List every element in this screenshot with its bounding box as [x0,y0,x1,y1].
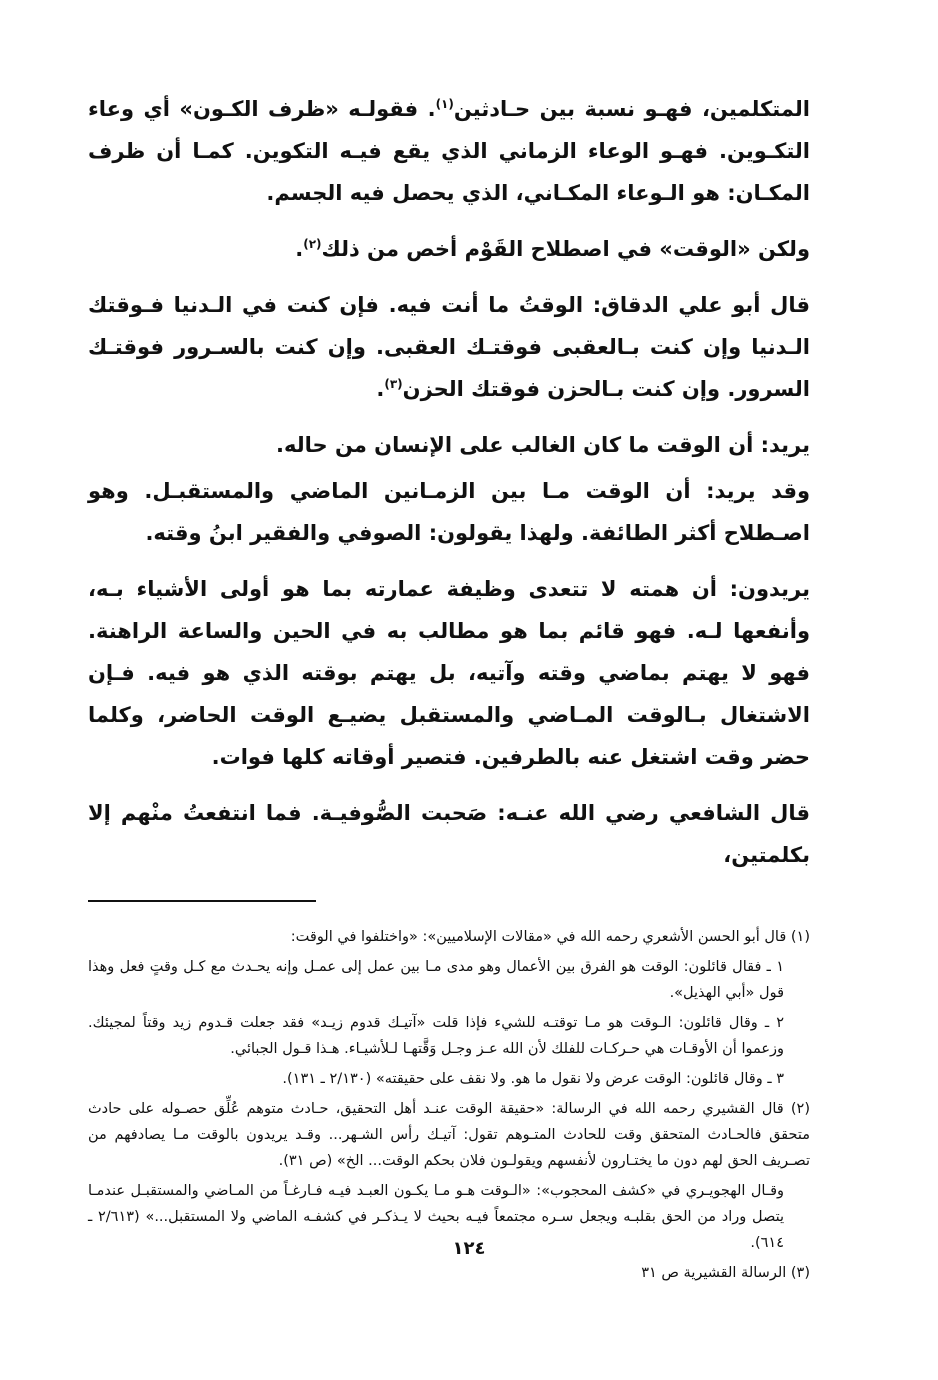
paragraph-tail: . [376,377,385,401]
footnote-3: (٣) الرسالة القشيرية ص ٣١ [641,1265,810,1281]
footnote-ref-1: (١) [435,97,454,111]
footnote-ref-3: (٣) [384,377,403,391]
footnote-divider [88,900,316,902]
footnote-1: (١) قال أبو الحسن الأشعري رحمه الله في «مقالات الإسلاميين»: «واختلفوا في الوقت: [290,929,810,945]
page-number: ١٢٤ [452,1238,486,1259]
main-text [88,88,810,876]
footnotes [88,924,810,1286]
footnote-1-item-3: ٣ ـ وقال قائلون: الوقت عرض ولا نقول ما هو. ولا نقف على حقيقته» (٢/١٣٠ ـ ١٣١). [282,1071,784,1087]
paragraph-tail: . فقولـه «ظرف الكـون» أي وعاء التكـوين. فهـو الوعاء الزماني الذي يقع فيـه التكوين. كمـا أن ظرف المكـان: هو الـوعاء المكـاني، الذي يحصل فيه الجسم. [88,97,810,205]
paragraph-4: يريد: أن الوقت ما كان الغالب على الإنسان من حاله. [276,433,810,457]
page [88,88,810,1286]
paragraph-5: وقد يريد: أن الوقت مـا بين الزمـانين الماضي والمستقبـل. وهو اصـطلاح أكثر الطائفة. ولهذا يقولون: الصوفي والفقير ابنُ وقته. [88,479,810,545]
footnote-2: (٢) قال القشيري رحمه الله في الرسالة: «حقيقة الوقت عنـد أهل التحقيق، حـادث متوهم عُلِّق حصـوله على حادث متحقق فالحـادث المتحقق وقت للحادث المتـوهم تقول: آتيـك رأس الشـهر... وقـد يريدون بالوقت مـا يصادفهم من تصـريف الحق لهم دون ما يختـارون لأنفسهم ويقولـون فلان بحكم الوقت... الخ» (ص ٣١). [88,1101,810,1169]
paragraph-tail: . [295,237,304,261]
paragraph-text: ولكن «الوقت» في اصطلاح القَوْم أخص من ذلك [321,237,810,261]
footnote-2-continuation: وقـال الهجويـري في «كشف المحجوب»: «الـوقت هـو مـا يكـون العبـد فيـه فـارغـاً من المـاضي والمستقبـل عندمـا يتصل وراد من الحق بقلبـه ويجعل سـره مجتمعاً فيـه بحيث لا يـذكـر في كشفـه الماضي ولا المستقبل...» (٢/٦١٣ ـ ٦١٤). [88,1183,784,1251]
footnote-ref-2: (٢) [303,237,322,251]
paragraph-2 [88,228,810,270]
paragraph-text: المتكلمين، فهـو نسبة بين حـادثين [453,97,810,121]
paragraph-6: يريدون: أن همته لا تتعدى وظيفة عمارته بما هو أولى الأشياء بـه، وأنفعها لـه. فهو قائم بما هو مطالب به في الحين والساعة الراهنة. فهو لا يهتم بماضي وقته وآتيه، بل يهتم بوقته الذي هو فيه. فـإن الاشتغال بـالوقت المـاضي والمستقبل يضيـع الوقت الحاضر، وكلما حضر وقت اشتغل عنه بالطرفين. فتصير أوقاته كلها فوات. [88,577,810,769]
paragraph-text: قال أبو علي الدقاق: الوقتُ ما أنت فيه. فإن كنت في الـدنيا فـوقتك الـدنيا وإن كنت بـالعقبى فوقتـك العقبى. وإن كنت بالسـرور فوقتـك السرور. وإن كنت بـالحزن فوقتك الحزن [88,293,810,401]
paragraph-3 [88,284,810,410]
footnote-1-item-1: ١ ـ فقال قائلون: الوقت هو الفرق بين الأعمال وهو مدى مـا بين عمل إلى عمـل وإنه يحـدث مع كـل وقتٍ فعل وهذا قول «أبي الهذيل». [88,959,784,1001]
paragraph-7: قال الشافعي رضي الله عنـه: صَحبت الصُّوفيـة. فما انتفعتُ منْهم إلا بكلمتين، [88,801,810,867]
paragraph-1 [88,88,810,214]
footnote-1-item-2: ٢ ـ وقال قائلون: الـوقت هو مـا توقتـه للشيء فإذا قلت «آتيـك قدوم زيـد» فقد جعلت قـدوم زيد وقتاً لمجيئك. وزعموا أن الأوقـات هي حـركـات للفلك لأن الله عـز وجـل وَقَّتهـا لـلأشيـاء. هـذا قـول الجبائي. [88,1015,784,1057]
